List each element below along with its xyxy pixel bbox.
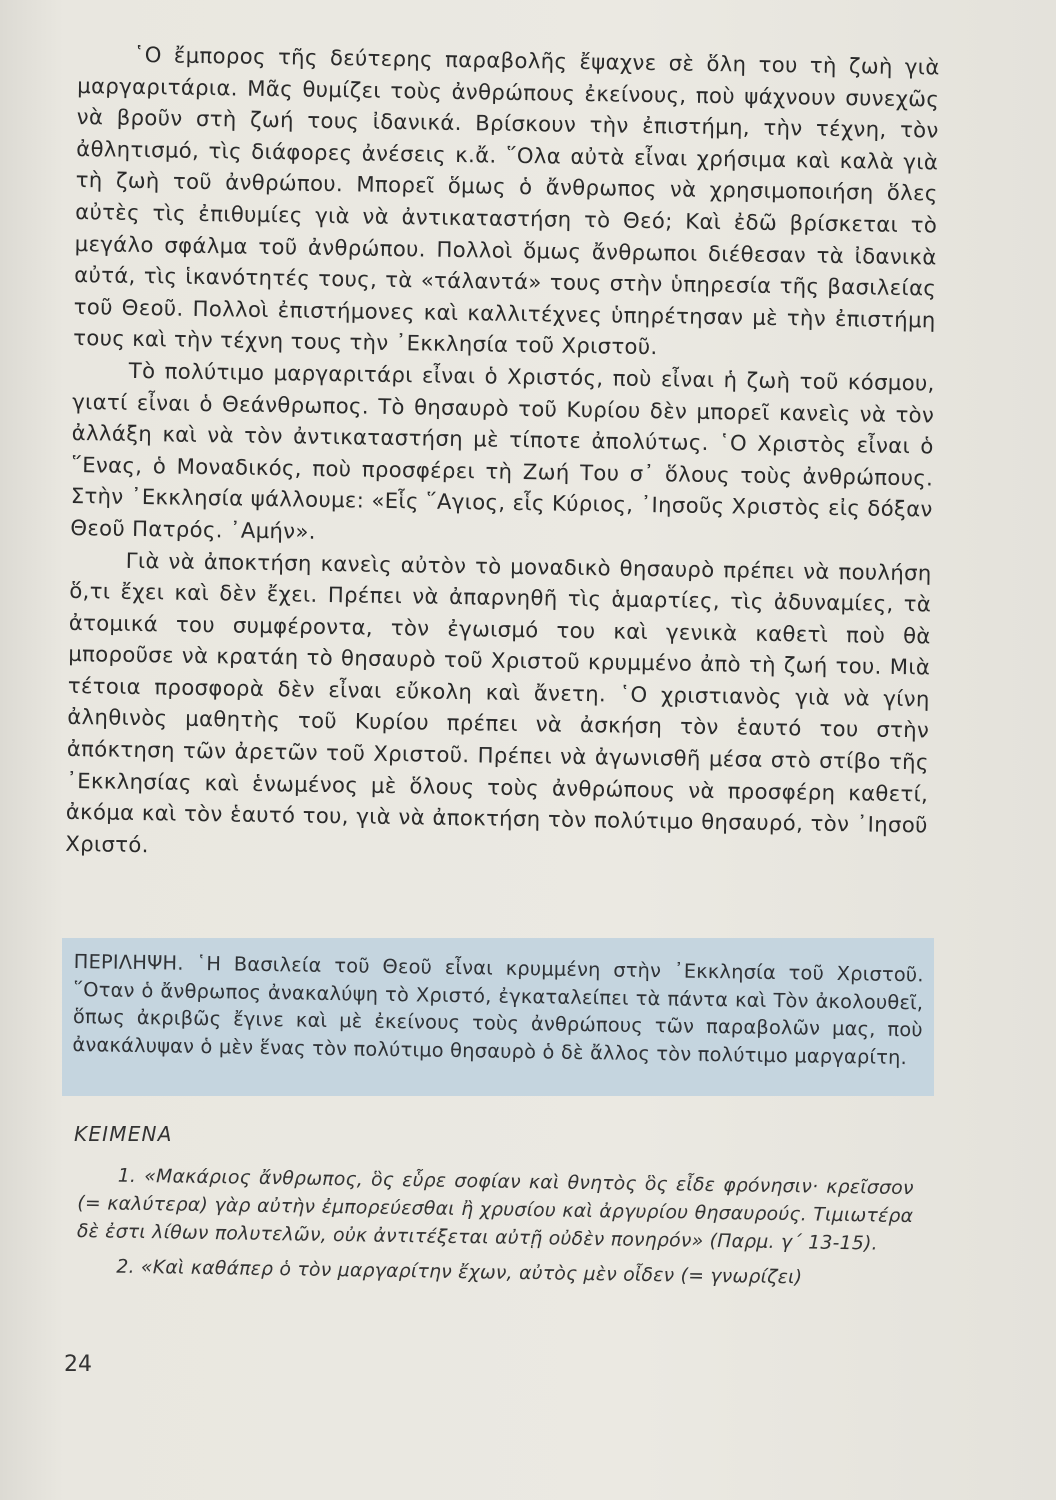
body-paragraph-3: Γιὰ νὰ ἀποκτήση κανεὶς αὐτὸν τὸ μοναδικὸ θησαυρὸ πρέπει νὰ πουλήση ὅ,τι ἔχει καὶ δὲν ἔχει. Πρέπει νὰ ἀπαρνηθῆ τὶς ἁμαρτίες, τὶς ἀδυναμίες, τὰ ἀτομικά του συμφέροντα, τὸν ἐγωισμό του καὶ γενικὰ καθετὶ ποὺ θὰ μποροῦσε νὰ κρατάη τὸ θησαυρὸ τοῦ Χριστοῦ κρυμμένο ἀπὸ τὴ ζωή του. Μιὰ τέτοια προσφορὰ δὲν εἶναι εὔκολη καὶ ἄνετη. ῾Ο χριστιανὸς γιὰ νὰ γίνη ἀληθινὸς μαθητὴς τοῦ Κυρίου πρέπει νὰ ἀσκήση τὸν ἑαυτό του στὴν ἀπόκτηση τῶν ἀρετῶν τοῦ Χριστοῦ. Πρέπει νὰ ἀγωνισθῆ μέσα στὸ στίβο τῆς ᾿Εκκλησίας καὶ ἑνωμένος μὲ ὅλους τοὺς ἀνθρώπους νὰ προσφέρη καθετί, ἀκόμα καὶ τὸν ἑαυτό του, γιὰ νὰ ἀποκτήση τὸν πολύτιμο θησαυρό, τὸν ᾿Ιησοῦ Χριστό. [65, 547, 932, 858]
quote-2: 2. «Καὶ καθάπερ ὁ τὸν μαργαρίτην ἔχων, αὐτὸς μὲν οἶδεν (= γνωρίζει) [116, 1257, 803, 1289]
page-number: 24 [64, 1352, 92, 1377]
summary-text: ῾Η Βασιλεία τοῦ Θεοῦ εἶναι κρυμμένη στὴν ᾿Εκκλησία τοῦ Χριστοῦ. ῞Οταν ὁ ἄνθρωπος ἀνακαλύψη τὸ Χριστό, ἐγκαταλείπει τὰ πάντα καὶ Τὸν ἀκολουθεῖ, ὅπως ἀκριβῶς ἔγινε καὶ μὲ ἐκείνους τοὺς ἀνθρώπους τῶν παραβολῶν μας, ποὺ ἀνακάλυψαν ὁ μὲν ἕνας τὸν πολύτιμο θησαυρὸ ὁ δὲ ἄλλος τὸν πολύτιμο μαργαρίτη. [72, 951, 924, 1069]
summary-box [62, 938, 934, 1096]
texts-heading: ΚΕΙΜΕΝΑ [74, 1122, 173, 1146]
summary-content [72, 948, 924, 1072]
summary-label: ΠΕΡΙΛΗΨΗ. [73, 949, 184, 975]
quotes-section [76, 1162, 914, 1302]
body-paragraph-2: Τὸ πολύτιμο μαργαριτάρι εἶναι ὁ Χριστός, ποὺ εἶναι ἡ ζωὴ τοῦ κόσμου, γιατί εἶναι ὁ Θεάνθρωπος. Τὸ θησαυρὸ τοῦ Κυρίου δὲν μπορεῖ κανεὶς νὰ τὸν ἀλλάξη καὶ νὰ τὸν ἀντικαταστήση μὲ τίποτε ἀπολύτως. ῾Ο Χριστὸς εἶναι ὁ ῞Ενας, ὁ Μοναδικός, ποὺ προσφέρει τὴ Ζωή Του σ᾿ ὅλους τοὺς ἀνθρώπους. Στὴν ᾿Εκκλησία ψάλλουμε: «Εἷς ῞Αγιος, εἷς Κύριος, ᾿Ιησοῦς Χριστὸς εἰς δόξαν Θεοῦ Πατρός. ᾿Αμήν». [70, 357, 935, 544]
main-body-text [65, 38, 940, 873]
body-paragraph-1: ῾Ο ἔμπορος τῆς δεύτερης παραβολῆς ἔψαχνε σὲ ὅλη του τὴ ζωὴ γιὰ μαργαριτάρια. Μᾶς θυμίζει τοὺς ἀνθρώπους ἐκείνους, ποὺ ψάχνουν συνεχῶς νὰ βροῦν στὴ ζωή τους ἰδανικά. Βρίσκουν τὴν ἐπιστήμη, τὴν τέχνη, τὸν ἀθλητισμό, τὶς διάφορες ἀνέσεις κ.ἄ. ῞Ολα αὐτὰ εἶναι χρήσιμα καὶ καλὰ γιὰ τὴ ζωὴ τοῦ ἀνθρώπου. Μπορεῖ ὅμως ὁ ἄνθρωπος νὰ χρησιμοποιήση ὅλες αὐτὲς τὶς ἐπιθυμίες γιὰ νὰ ἀντικαταστήση τὸ Θεό; Καὶ ἐδῶ βρίσκεται τὸ μεγάλο σφάλμα τοῦ ἀνθρώπου. Πολλοὶ ὅμως ἄνθρωποι διέθεσαν τὰ ἰδανικὰ αὐτά, τὶς ἱκανότητές τους, τὰ «τάλαντά» τους στὴν ὑπηρεσία τῆς βασιλείας τοῦ Θεοῦ. Πολλοὶ ἐπιστήμονες καὶ καλλιτέχνες ὑπηρέτησαν μὲ τὴν ἐπιστήμη τους καὶ τὴν τέχνη τους τὴν ᾿Εκκλησία τοῦ Χριστοῦ. [73, 41, 940, 360]
quote-1: 1. «Μακάριος ἄνθρωπος, ὃς εὗρε σοφίαν καὶ θνητὸς ὃς εἶδε φρόνησιν· κρεῖσσον (= καλύτερα) γὰρ αὐτὴν ἐμπορεύεσθαι ἢ χρυσίου καὶ ἀργυρίου θησαυρούς. Τιμιωτέρα δὲ ἐστι λίθων πολυτελῶν, οὐκ ἀντιτέξεται αὐτῇ οὐδὲν πονηρόν» (Παρμ. γ΄ 13-15). [76, 1165, 914, 1255]
